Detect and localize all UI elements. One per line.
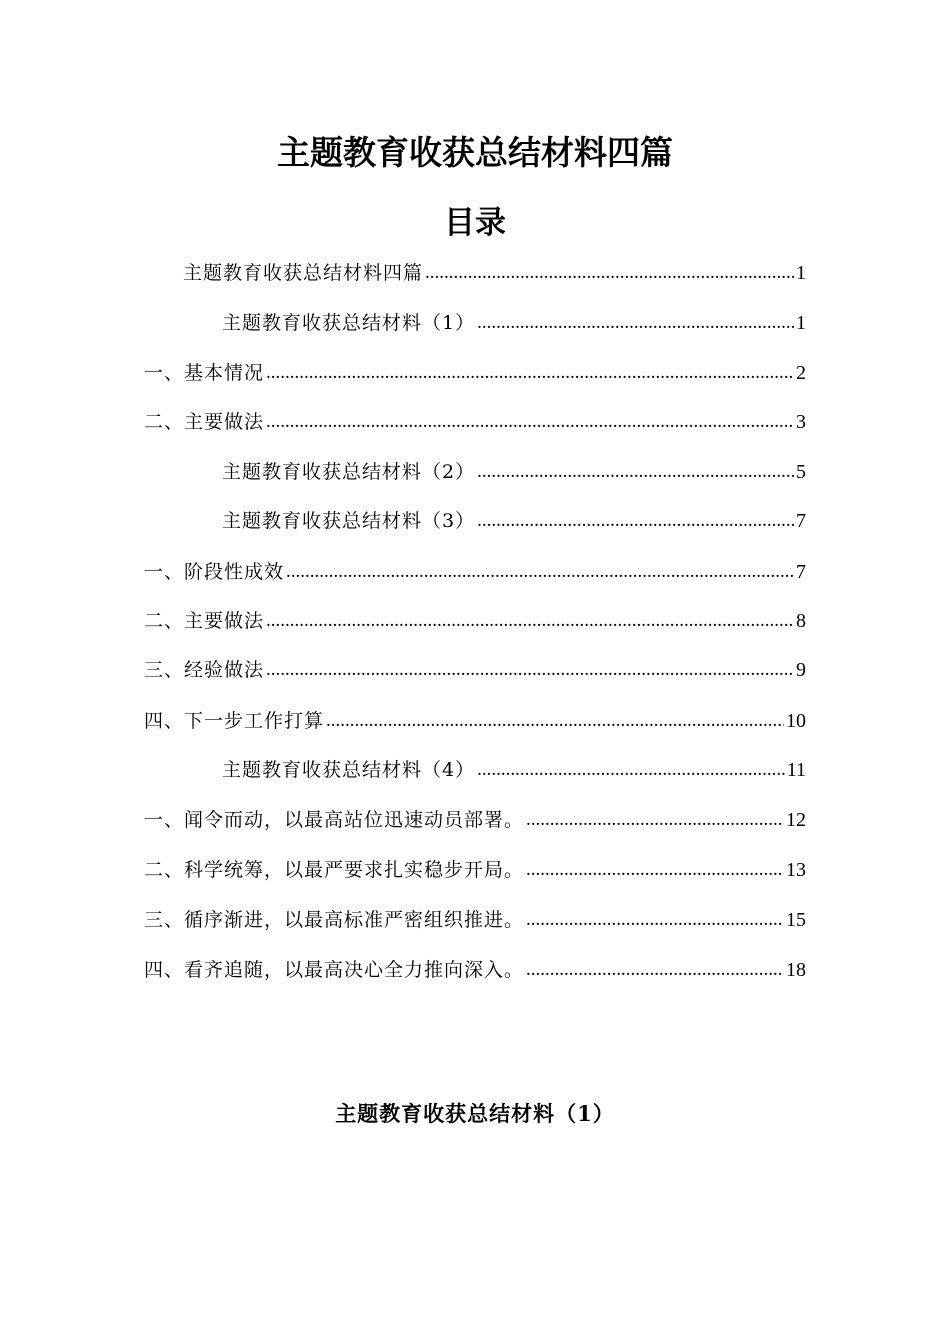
- toc-entry-label: 四、下一步工作打算: [144, 710, 325, 732]
- toc-entry-label: 主题教育收获总结材料四篇: [183, 262, 424, 284]
- toc-entry-page: 3: [796, 411, 806, 433]
- toc-leader-dots: [266, 655, 794, 685]
- toc-leader-dots: [326, 706, 784, 736]
- toc-entry-page: 1: [796, 312, 806, 334]
- toc-leader-dots: [526, 905, 784, 935]
- toc-leader-dots: [425, 258, 794, 288]
- document-title: 主题教育收获总结材料四篇: [277, 133, 673, 172]
- toc-entry-label: 主题教育收获总结材料（2）: [222, 461, 476, 483]
- toc-leader-dots: [477, 308, 794, 338]
- toc-entry-label: 一、基本情况: [144, 362, 265, 384]
- toc-entry-label: 四、看齐追随，以最高决心全力推向深入。: [144, 959, 525, 981]
- toc-leader-dots: [286, 557, 794, 587]
- toc-entry[interactable]: [144, 358, 806, 388]
- toc-leader-dots: [526, 855, 784, 885]
- toc-entry[interactable]: [222, 755, 806, 785]
- toc-leader-dots: [477, 755, 785, 785]
- toc-entry[interactable]: [183, 258, 806, 288]
- toc-entry[interactable]: [144, 407, 806, 437]
- toc-entry[interactable]: [144, 655, 806, 685]
- toc-leader-dots: [266, 407, 794, 437]
- toc-entry-page: 1: [796, 262, 806, 284]
- toc-entry[interactable]: [144, 905, 806, 935]
- toc-leader-dots: [526, 805, 784, 835]
- toc-entry-page: 9: [796, 659, 806, 681]
- toc-entry-label: 二、主要做法: [144, 411, 265, 433]
- toc-entry-label: 二、主要做法: [144, 610, 265, 632]
- toc-entry-label: 一、阶段性成效: [144, 561, 285, 583]
- toc-entry-page: 5: [796, 461, 806, 483]
- toc-heading: 目录: [444, 205, 506, 241]
- toc-entry-label: 三、循序渐进，以最高标准严密组织推进。: [144, 909, 525, 931]
- toc-entry-page: 13: [786, 859, 806, 881]
- toc-entry-page: 18: [786, 959, 806, 981]
- toc-entry-page: 11: [786, 759, 806, 781]
- toc-leader-dots: [477, 506, 794, 536]
- toc-entry[interactable]: [144, 955, 806, 985]
- toc-entry-label: 主题教育收获总结材料（4）: [222, 759, 476, 781]
- toc-leader-dots: [477, 457, 794, 487]
- toc-entry-page: 7: [796, 561, 806, 583]
- toc-entry[interactable]: [222, 457, 806, 487]
- toc-entry-page: 2: [796, 362, 806, 384]
- toc-entry[interactable]: [144, 805, 806, 835]
- toc-entry[interactable]: [144, 557, 806, 587]
- section-heading: 主题教育收获总结材料（1）: [335, 1101, 615, 1126]
- toc-entry[interactable]: [144, 706, 806, 736]
- toc-entry-label: 一、闻令而动，以最高站位迅速动员部署。: [144, 809, 525, 831]
- toc-entry[interactable]: [144, 855, 806, 885]
- toc-leader-dots: [266, 358, 794, 388]
- toc-entry-page: 12: [786, 809, 806, 831]
- toc-entry-label: 主题教育收获总结材料（1）: [222, 312, 476, 334]
- toc-entry[interactable]: [222, 308, 806, 338]
- toc-entry-page: 7: [796, 510, 806, 532]
- toc-leader-dots: [266, 606, 794, 636]
- toc-entry-label: 二、科学统筹，以最严要求扎实稳步开局。: [144, 859, 525, 881]
- toc-entry-label: 三、经验做法: [144, 659, 265, 681]
- toc-entry[interactable]: [222, 506, 806, 536]
- toc-entry-page: 10: [786, 710, 806, 732]
- toc-entry-page: 8: [796, 610, 806, 632]
- toc-entry[interactable]: [144, 606, 806, 636]
- toc-entry-label: 主题教育收获总结材料（3）: [222, 510, 476, 532]
- toc-leader-dots: [526, 955, 784, 985]
- toc-entry-page: 15: [786, 909, 806, 931]
